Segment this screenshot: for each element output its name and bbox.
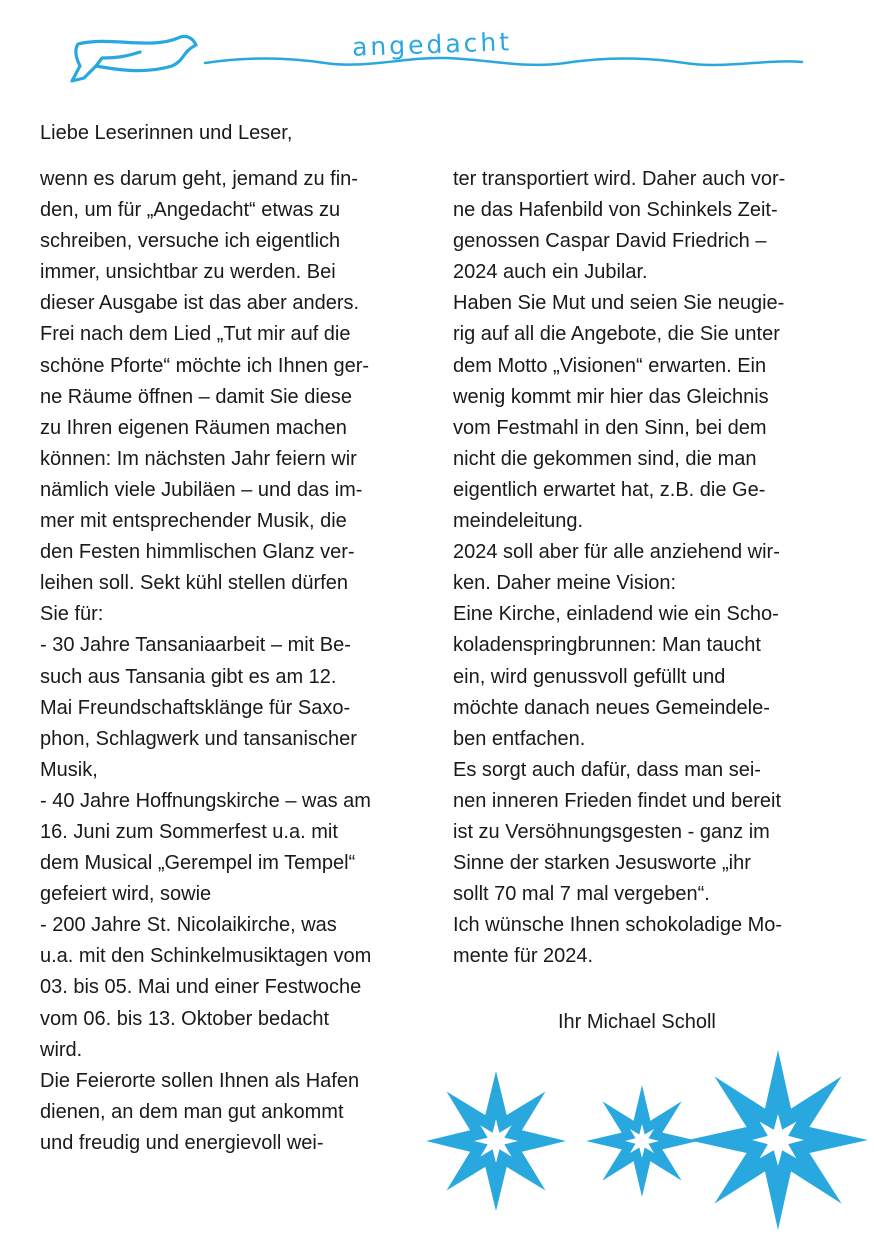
text-line: den Festen himmlischen Glanz ver-	[40, 541, 355, 564]
text-line: ken. Daher meine Vision:	[453, 572, 677, 595]
text-line: Sie für:	[40, 603, 104, 626]
text-line: - 200 Jahre St. Nicolaikirche, was	[40, 914, 337, 937]
text-line: Die Feierorte sollen Ihnen als Hafen	[40, 1069, 360, 1092]
text-line: nämlich viele Jubiläen – und das im-	[40, 478, 363, 501]
text-line: such aus Tansania gibt es am 12.	[40, 665, 337, 688]
text-line: leihen soll. Sekt kühl stellen dürfen	[40, 572, 348, 595]
text-line: Mai Freundschaftsklänge für Saxo-	[40, 696, 351, 719]
text-line: dienen, an dem man gut ankommt	[40, 1100, 344, 1123]
text-line: vom 06. bis 13. Oktober bedacht	[40, 1007, 330, 1030]
text-line: den, um für „Angedacht“ etwas zu	[40, 199, 341, 222]
text-line: Haben Sie Mut und seien Sie neugie-	[453, 292, 785, 315]
star-icon	[688, 1050, 868, 1230]
text-line: dieser Ausgabe ist das aber anders.	[40, 292, 360, 315]
text-line: nen inneren Frieden findet und bereit	[453, 789, 782, 812]
text-line: und freudig und energievoll wei-	[40, 1131, 324, 1154]
text-line: dem Musical „Gerempel im Tempel“	[40, 852, 356, 875]
text-line: eigentlich erwartet hat, z.B. die Ge-	[453, 478, 766, 501]
text-column-right	[453, 164, 843, 972]
text-line: ne das Hafenbild von Schinkels Zeit-	[453, 199, 778, 222]
text-line: ben entfachen.	[453, 727, 586, 750]
text-line: wenn es darum geht, jemand zu fin-	[40, 168, 358, 190]
page-header	[0, 0, 874, 100]
text-line: u.a. mit den Schinkelmusiktagen vom	[40, 945, 372, 968]
text-column-left	[40, 164, 425, 1159]
text-line: mente für 2024.	[453, 945, 594, 968]
text-line: vom Festmahl in den Sinn, bei dem	[453, 416, 767, 439]
text-line: wird.	[40, 1038, 83, 1061]
text-line: immer, unsichtbar zu werden. Bei	[40, 261, 336, 284]
text-line: 16. Juni zum Sommerfest u.a. mit	[40, 820, 338, 843]
text-line: rig auf all die Angebote, die Sie unter	[453, 323, 780, 346]
text-line: schreiben, versuche ich eigentlich	[40, 230, 341, 253]
text-line: mer mit entsprechender Musik, die	[40, 510, 347, 533]
text-line: 2024 soll aber für alle anziehend wir-	[453, 541, 780, 564]
text-line: koladenspringbrunnen: Man taucht	[453, 634, 761, 657]
greeting: Liebe Leserinnen und Leser,	[40, 122, 293, 144]
text-line: können: Im nächsten Jahr feiern wir	[40, 447, 357, 470]
text-line: meindeleitung.	[453, 510, 584, 533]
text-line: schöne Pforte“ möchte ich Ihnen ger-	[40, 354, 370, 377]
text-line: Ich wünsche Ihnen schokoladige Mo-	[453, 914, 783, 937]
text-line: Frei nach dem Lied „Tut mir auf die	[40, 323, 351, 346]
text-line: wenig kommt mir hier das Gleichnis	[453, 385, 769, 408]
text-line: - 30 Jahre Tansaniaarbeit – mit Be-	[40, 634, 351, 657]
text-line: nicht die gekommen sind, die man	[453, 447, 757, 470]
text-line: möchte danach neues Gemeindele-	[453, 696, 770, 719]
text-line: ne Räume öffnen – damit Sie diese	[40, 385, 353, 408]
text-line: sollt 70 mal 7 mal vergeben“.	[453, 883, 710, 906]
wave-line	[205, 58, 802, 65]
star-icon	[586, 1085, 698, 1197]
text-line: dem Motto „Visionen“ erwarten. Ein	[453, 354, 767, 377]
text-line: 03. bis 05. Mai und einer Festwoche	[40, 976, 362, 999]
header-title: angedacht	[351, 27, 513, 62]
signature: Ihr Michael Scholl	[558, 1011, 716, 1033]
text-line: Es sorgt auch dafür, dass man sei-	[453, 758, 761, 781]
text-line: Musik,	[40, 758, 98, 781]
text-line: genossen Caspar David Friedrich –	[453, 230, 767, 253]
text-line: gefeiert wird, sowie	[40, 883, 212, 906]
text-line: ein, wird genussvoll gefüllt und	[453, 665, 726, 688]
text-line: - 40 Jahre Hoffnungskirche – was am	[40, 789, 371, 812]
text-line: zu Ihren eigenen Räumen machen	[40, 416, 347, 439]
text-line: 2024 auch ein Jubilar.	[453, 261, 648, 284]
dove-icon	[72, 36, 196, 81]
text-line: Eine Kirche, einladend wie ein Scho-	[453, 603, 779, 626]
star-icon	[426, 1071, 566, 1211]
stars-decoration	[420, 1045, 874, 1240]
text-line: Sinne der starken Jesusworte „ihr	[453, 852, 751, 875]
text-line: ter transportiert wird. Daher auch vor-	[453, 168, 786, 190]
text-line: phon, Schlagwerk und tansanischer	[40, 727, 357, 750]
text-line: ist zu Versöhnungsgesten - ganz im	[453, 820, 770, 843]
